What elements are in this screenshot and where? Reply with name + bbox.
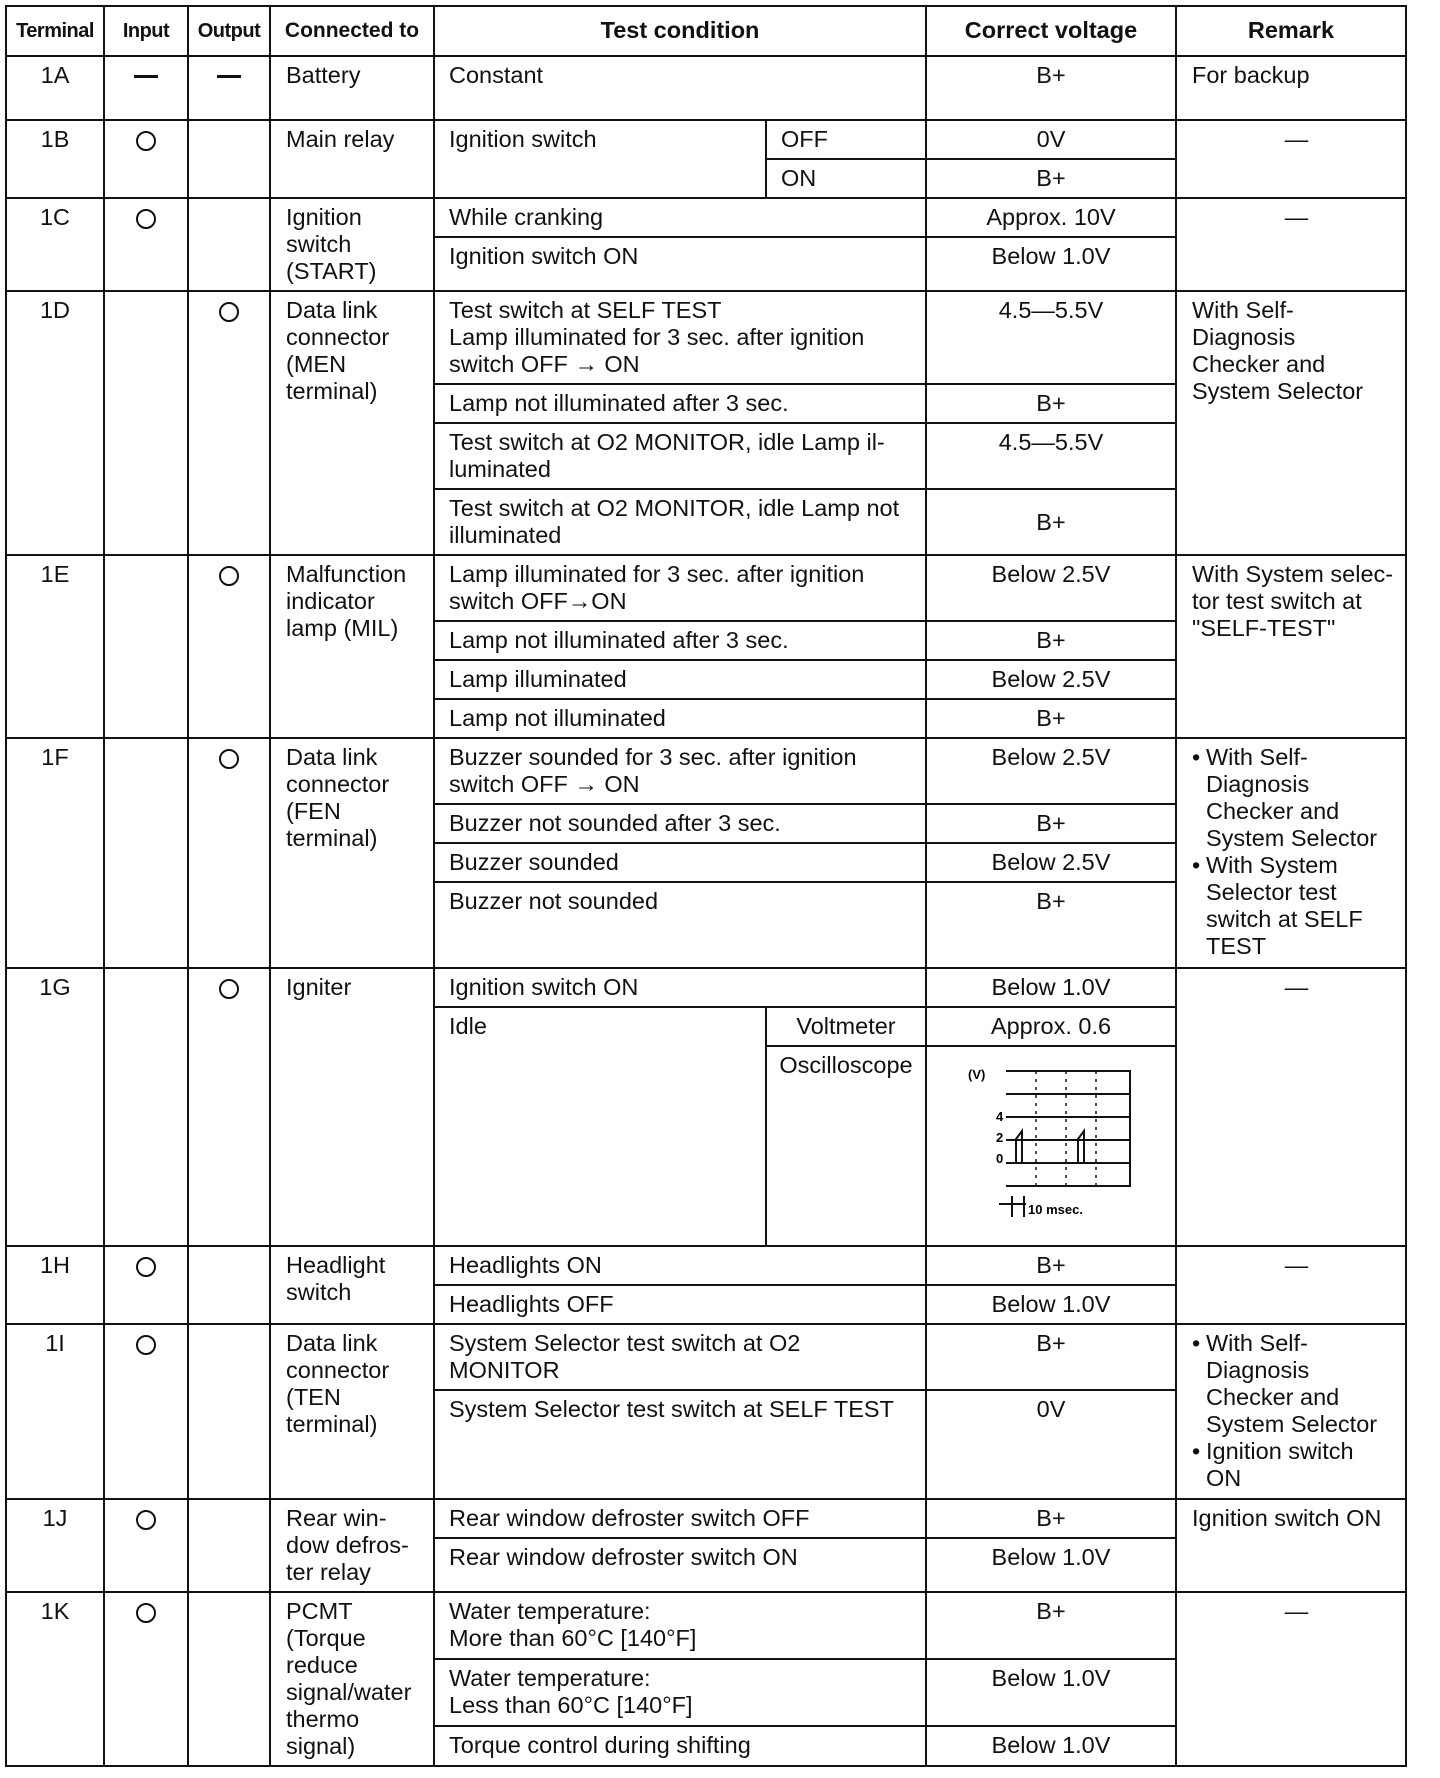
- circle-icon: [136, 1335, 156, 1355]
- header-terminal: Terminal: [6, 6, 104, 56]
- scope-grid: [1006, 1071, 1131, 1186]
- output-mark: [188, 291, 270, 555]
- test-condition: Ignition switch ON: [434, 237, 926, 291]
- test-condition: Lamp illuminated for 3 sec. after ignition switch OFF→ON: [434, 555, 926, 621]
- test-condition: Ignition switch ON: [434, 968, 926, 1007]
- correct-voltage: B+: [926, 1324, 1176, 1390]
- connected-to: Main relay: [270, 120, 434, 198]
- remark-list: [1192, 744, 1401, 960]
- connected-to: Data link connector (TEN terminal): [270, 1324, 434, 1498]
- remark-list: [1192, 1330, 1401, 1492]
- test-subcondition: Voltmeter: [766, 1007, 926, 1046]
- circle-icon: [219, 749, 239, 769]
- remark: —: [1176, 120, 1406, 198]
- correct-voltage: Below 2.5V: [926, 555, 1176, 621]
- test-condition: Idle: [434, 1007, 766, 1246]
- header-output: Output: [188, 6, 270, 56]
- correct-voltage: B+: [926, 621, 1176, 660]
- correct-voltage: Approx. 10V: [926, 198, 1176, 237]
- table-row: [6, 555, 1406, 621]
- remark: —: [1176, 1246, 1406, 1324]
- correct-voltage: B+: [926, 489, 1176, 555]
- output-mark: [188, 1499, 270, 1592]
- connected-to: Data link connector (FEN terminal): [270, 738, 434, 968]
- header-correct-voltage: Correct voltage: [926, 6, 1176, 56]
- output-mark: [188, 1324, 270, 1498]
- circle-icon: [136, 1603, 156, 1623]
- test-condition: Headlights ON: [434, 1246, 926, 1285]
- scope-y-tick: 2: [996, 1130, 1004, 1146]
- input-mark: [104, 1246, 188, 1324]
- connected-to: Igniter: [270, 968, 434, 1246]
- remark: For backup: [1176, 56, 1406, 120]
- correct-voltage: Below 1.0V: [926, 1659, 1176, 1726]
- output-mark: [188, 968, 270, 1246]
- correct-voltage: B+: [926, 1592, 1176, 1659]
- test-condition: Buzzer sounded for 3 sec. after ignition switch OFF → ON: [434, 738, 926, 804]
- terminal-id: 1E: [6, 555, 104, 738]
- test-condition: Rear window defroster switch ON: [434, 1538, 926, 1591]
- remark-item: • With Self- Diagnosis Checker and System Selector: [1192, 1330, 1401, 1438]
- output-mark: [188, 1592, 270, 1766]
- connected-to: Data link connector (MEN terminal): [270, 291, 434, 555]
- correct-voltage: Below 1.0V: [926, 1538, 1176, 1591]
- test-condition: Lamp not illuminated after 3 sec.: [434, 384, 926, 423]
- remark: [1176, 1324, 1406, 1498]
- output-mark: [188, 738, 270, 968]
- test-condition: Constant: [434, 56, 926, 120]
- terminal-id: 1B: [6, 120, 104, 198]
- oscilloscope-cell: [926, 1046, 1176, 1246]
- table-row: [6, 1499, 1406, 1539]
- test-condition: Lamp not illuminated: [434, 699, 926, 738]
- scope-dashed-gridlines: [1036, 1071, 1096, 1186]
- scope-time-label: 10 msec.: [1028, 1202, 1083, 1218]
- correct-voltage: 0V: [926, 120, 1176, 159]
- test-subcondition: ON: [766, 159, 926, 198]
- terminal-id: 1F: [6, 738, 104, 968]
- connected-to: Headlight switch: [270, 1246, 434, 1324]
- test-condition: Test switch at SELF TEST Lamp illuminated for 3 sec. after ignition switch OFF → ON: [434, 291, 926, 384]
- remark: —: [1176, 1592, 1406, 1766]
- input-mark: [104, 738, 188, 968]
- header-connected-to: Connected to: [270, 6, 434, 56]
- remark: With Self- Diagnosis Checker and System Selector: [1176, 291, 1406, 555]
- input-mark: [104, 198, 188, 291]
- test-subcondition: Oscilloscope: [766, 1046, 926, 1246]
- scope-y-tick: 0: [996, 1151, 1004, 1167]
- header-input: Input: [104, 6, 188, 56]
- input-mark: [104, 120, 188, 198]
- header-test-condition: Test condition: [434, 6, 926, 56]
- circle-icon: [136, 131, 156, 151]
- test-condition: System Selector test switch at SELF TEST: [434, 1390, 926, 1498]
- test-condition: Ignition switch: [434, 120, 766, 198]
- correct-voltage: B+: [926, 1246, 1176, 1285]
- test-condition: While cranking: [434, 198, 926, 237]
- correct-voltage: B+: [926, 804, 1176, 843]
- terminal-id: 1A: [6, 56, 104, 120]
- test-condition: Buzzer sounded: [434, 843, 926, 882]
- input-mark: [104, 1499, 188, 1592]
- connected-to: Malfunction indicator lamp (MIL): [270, 555, 434, 738]
- test-condition: Rear window defroster switch OFF: [434, 1499, 926, 1539]
- terminal-id: 1G: [6, 968, 104, 1246]
- correct-voltage: B+: [926, 1499, 1176, 1539]
- test-subcondition: OFF: [766, 120, 926, 159]
- correct-voltage: Below 2.5V: [926, 738, 1176, 804]
- remark: —: [1176, 198, 1406, 291]
- table-row: [6, 968, 1406, 1007]
- input-mark: [104, 1324, 188, 1498]
- terminal-id: 1K: [6, 1592, 104, 1766]
- test-condition: Test switch at O2 MONITOR, idle Lamp not illuminated: [434, 489, 926, 555]
- correct-voltage: Below 1.0V: [926, 1285, 1176, 1324]
- table-row: [6, 198, 1406, 237]
- connected-to: PCMT (Torque reduce signal/water thermo signal): [270, 1592, 434, 1766]
- correct-voltage: Below 2.5V: [926, 660, 1176, 699]
- table-row: [6, 56, 1406, 120]
- terminal-voltage-table: [5, 5, 1407, 1767]
- output-mark: [188, 198, 270, 291]
- remark-item: • Ignition switch ON: [1192, 1438, 1401, 1492]
- circle-icon: [219, 979, 239, 999]
- header-remark: Remark: [1176, 6, 1406, 56]
- circle-icon: [136, 209, 156, 229]
- table-row: [6, 1324, 1406, 1390]
- table-row: [6, 738, 1406, 804]
- correct-voltage: B+: [926, 159, 1176, 198]
- circle-icon: [219, 302, 239, 322]
- remark-item: • With Self- Diagnosis Checker and System Selector: [1192, 744, 1401, 852]
- scope-y-tick: 4: [996, 1109, 1004, 1125]
- correct-voltage: B+: [926, 384, 1176, 423]
- test-condition: Buzzer not sounded: [434, 882, 926, 968]
- test-condition: Lamp illuminated: [434, 660, 926, 699]
- header-row: [6, 6, 1406, 56]
- correct-voltage: B+: [926, 699, 1176, 738]
- correct-voltage: B+: [926, 56, 1176, 120]
- output-mark: [188, 120, 270, 198]
- circle-icon: [219, 566, 239, 586]
- correct-voltage: B+: [926, 882, 1176, 968]
- terminal-id: 1J: [6, 1499, 104, 1592]
- terminal-id: 1C: [6, 198, 104, 291]
- input-mark: [104, 56, 188, 120]
- correct-voltage: Approx. 0.6: [926, 1007, 1176, 1046]
- table-row: [6, 1592, 1406, 1659]
- table-row: [6, 120, 1406, 159]
- connected-to: Battery: [270, 56, 434, 120]
- connected-to: Rear win- dow defros- ter relay: [270, 1499, 434, 1592]
- output-mark: [188, 555, 270, 738]
- correct-voltage: 4.5—5.5V: [926, 423, 1176, 489]
- input-mark: [104, 291, 188, 555]
- test-condition: Test switch at O2 MONITOR, idle Lamp il- luminated: [434, 423, 926, 489]
- remark: Ignition switch ON: [1176, 1499, 1406, 1592]
- oscilloscope-waveform: [966, 1057, 1136, 1222]
- correct-voltage: 4.5—5.5V: [926, 291, 1176, 384]
- test-condition: Headlights OFF: [434, 1285, 926, 1324]
- correct-voltage: Below 1.0V: [926, 1726, 1176, 1766]
- test-condition: Water temperature: More than 60°C [140°F]: [434, 1592, 926, 1659]
- remark-item: • With System Selector test switch at SELF TEST: [1192, 852, 1401, 960]
- correct-voltage: Below 1.0V: [926, 968, 1176, 1007]
- table-row: [6, 291, 1406, 384]
- test-condition: System Selector test switch at O2 MONITOR: [434, 1324, 926, 1390]
- remark: [1176, 738, 1406, 968]
- remark: —: [1176, 968, 1406, 1246]
- circle-icon: [136, 1510, 156, 1530]
- correct-voltage: Below 1.0V: [926, 237, 1176, 291]
- scope-unit-label: (V): [968, 1067, 986, 1083]
- scope-signal: [1006, 1131, 1131, 1163]
- output-mark: [188, 56, 270, 120]
- circle-icon: [136, 1257, 156, 1277]
- table-row: [6, 1246, 1406, 1285]
- dash-icon: [134, 75, 158, 78]
- terminal-id: 1D: [6, 291, 104, 555]
- dash-icon: [217, 75, 241, 78]
- input-mark: [104, 1592, 188, 1766]
- correct-voltage: 0V: [926, 1390, 1176, 1498]
- test-condition: Lamp not illuminated after 3 sec.: [434, 621, 926, 660]
- input-mark: [104, 555, 188, 738]
- test-condition: Buzzer not sounded after 3 sec.: [434, 804, 926, 843]
- connected-to: Ignition switch (START): [270, 198, 434, 291]
- test-condition: Torque control during shifting: [434, 1726, 926, 1766]
- terminal-id: 1H: [6, 1246, 104, 1324]
- output-mark: [188, 1246, 270, 1324]
- correct-voltage: Below 2.5V: [926, 843, 1176, 882]
- input-mark: [104, 968, 188, 1246]
- test-condition: Water temperature: Less than 60°C [140°F]: [434, 1659, 926, 1726]
- terminal-id: 1I: [6, 1324, 104, 1498]
- remark: With System selec- tor test switch at "SELF-TEST": [1176, 555, 1406, 738]
